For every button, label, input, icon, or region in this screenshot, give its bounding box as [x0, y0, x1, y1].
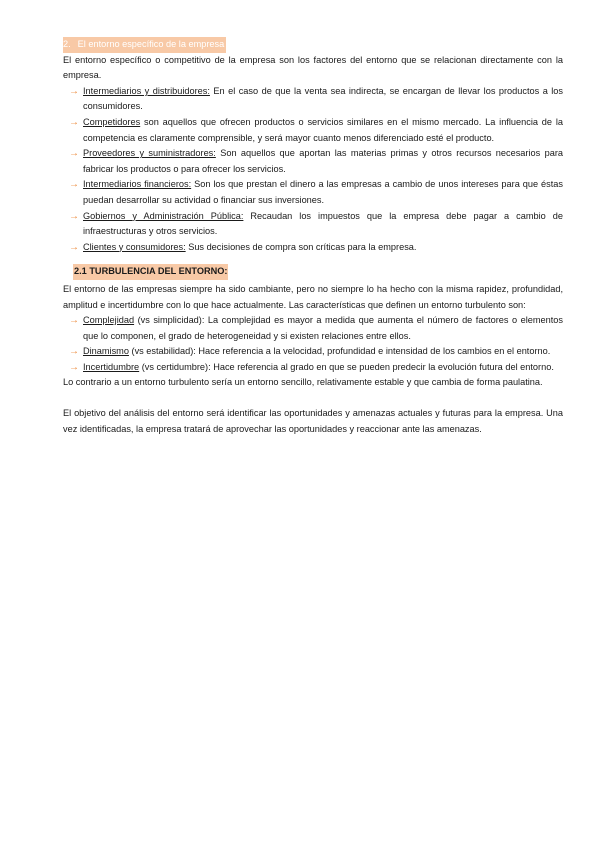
item-text: (vs certidumbre): Hace referencia al grado en que se pueden predecir la evolución futura del entorno.	[139, 361, 554, 372]
arrow-right-icon: →	[69, 210, 79, 222]
item-text: (vs simplicidad): La complejidad es mayor a medida que aumenta el número de factores o elementos que lo componen, el grado de heterogeneidad y si existen relaciones entre ellos.	[83, 315, 563, 341]
item-text: Son aquellos que aportan las materias primas y otros recursos necesarios para fabricar los productos o para ofrecer los servicios.	[83, 148, 563, 174]
item-text: son aquellos que ofrecen productos o servicios similares en el mismo mercado. La influencia de la competencia es claramente comprensible, y será mayor cuanto menos diferenciado esté el producto.	[83, 116, 563, 143]
list-item	[69, 313, 563, 344]
arrow-right-icon: →	[69, 179, 79, 191]
list-item	[69, 240, 563, 256]
characteristic-list	[69, 313, 563, 375]
arrow-right-icon: →	[69, 116, 79, 128]
list-item	[69, 84, 564, 115]
list-item	[69, 115, 563, 146]
paragraph-gap	[63, 391, 563, 406]
item-term: Intermediarios y distribuidores:	[83, 85, 210, 96]
item-term: Complejidad	[83, 315, 135, 326]
list-item	[69, 209, 563, 240]
subsection-heading: 2.1 TURBULENCIA DEL ENTORNO:	[73, 264, 228, 280]
item-term: Proveedores y suministradores:	[83, 148, 216, 159]
objective-paragraph: El objetivo del análisis del entorno será identificar las oportunidades y amenazas actuales y futuras para la empresa. Una vez identificadas, la empresa tratará de aprovechar las oportunidades y reaccionar ante las amenazas.	[63, 408, 563, 434]
arrow-right-icon: →	[69, 85, 79, 97]
arrow-right-icon: →	[69, 241, 79, 253]
section-number: 2.	[63, 39, 71, 49]
item-text: Recaudan los impuestos que la empresa debe pagar a cambio de infraestructuras y otros servicios.	[83, 210, 563, 237]
list-item	[69, 360, 563, 376]
section-intro: El entorno específico o competitivo de la empresa son los factores del entorno que se relacionan directamente con la empresa.	[63, 54, 563, 81]
item-text: En el caso de que la venta sea indirecta, se encargan de llevar los productos a los consumidores.	[83, 85, 564, 112]
item-term: Gobiernos y Administración Pública:	[83, 210, 244, 221]
section-title: El entorno específico de la empresa	[77, 39, 225, 49]
list-item	[69, 344, 563, 360]
factor-list	[69, 84, 564, 256]
list-item	[69, 177, 563, 208]
item-term: Dinamismo	[83, 346, 129, 357]
arrow-right-icon: →	[69, 315, 79, 327]
list-item	[69, 146, 563, 177]
item-text: Son los que prestan el dinero a las empresas a cambio de unos intereses para que éstas puedan desarrollar su actividad o financiar sus inversiones.	[83, 179, 563, 205]
arrow-right-icon: →	[69, 361, 79, 373]
item-term: Incertidumbre	[83, 361, 140, 372]
item-text: Sus decisiones de compra son críticas para la empresa.	[185, 241, 417, 252]
subsection-intro: El entorno de las empresas siempre ha sido cambiante, pero no siempre lo ha hecho con la misma rapidez, profundidad, amplitud e incertidumbre con lo que hace actualmente. Las características que definen un entorno turbulento son:	[63, 283, 563, 310]
arrow-right-icon: →	[69, 148, 79, 160]
arrow-right-icon: →	[69, 346, 79, 358]
item-term: Clientes y consumidores:	[83, 241, 186, 252]
section-heading	[63, 37, 226, 53]
closing-paragraph: Lo contrario a un entorno turbulento sería un entorno sencillo, relativamente estable y que cambia de forma paulatina.	[63, 377, 543, 388]
document-content	[63, 37, 563, 437]
item-term: Competidores	[83, 116, 141, 127]
item-term: Intermediarios financieros:	[83, 179, 192, 190]
item-text: (vs estabilidad): Hace referencia a la velocidad, profundidad e intensidad de los cambios en el entorno.	[128, 346, 551, 357]
